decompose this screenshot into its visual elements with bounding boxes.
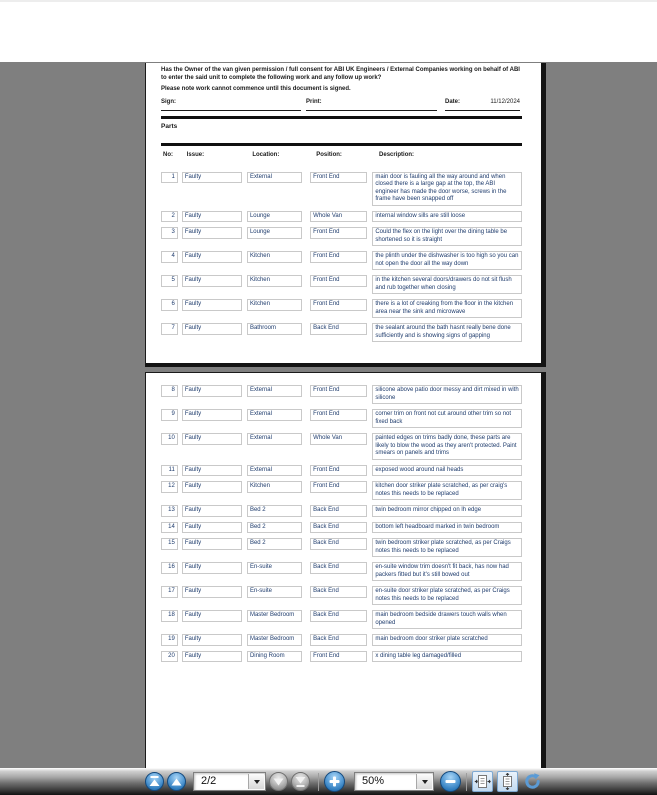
position-cell: Back End — [310, 323, 367, 335]
row-number-cell: 5 — [161, 275, 178, 287]
table-row — [161, 465, 522, 477]
fit-height-icon — [499, 773, 516, 790]
description-cell: silicone above patio door messy and dirt mixed in with silicone — [372, 385, 522, 404]
next-page-button[interactable] — [269, 772, 288, 791]
description-cell: painted edges on trims badly done, these parts are likely to blow the wood as they aren't protected. Paint smears on panels and trims — [372, 433, 522, 460]
position-cell: Front End — [310, 172, 367, 184]
issue-cell: Faulty — [182, 227, 242, 239]
position-cell: Front End — [310, 409, 367, 421]
location-cell: Bed 2 — [247, 505, 302, 517]
location-cell: Lounge — [247, 227, 302, 239]
location-cell: External — [247, 433, 302, 445]
row-number-cell: 15 — [161, 538, 178, 550]
zoom-in-icon — [328, 775, 341, 788]
table-row — [161, 634, 522, 646]
sign-line — [161, 99, 301, 111]
row-number-cell: 19 — [161, 634, 178, 646]
first-page-button[interactable] — [145, 772, 164, 791]
table-row — [161, 433, 522, 460]
row-number-cell: 7 — [161, 323, 178, 335]
table-row — [161, 562, 522, 581]
description-cell: internal window sills are still loose — [372, 211, 522, 223]
position-cell: Back End — [310, 634, 367, 646]
issue-cell: Faulty — [182, 562, 242, 574]
row-number-cell: 10 — [161, 433, 178, 445]
description-cell: twin bedroom mirror chipped on lh edge — [372, 505, 522, 517]
issue-cell: Faulty — [182, 299, 242, 311]
description-cell: bottom left headboard marked in twin bedroom — [372, 522, 522, 534]
previous-page-button[interactable] — [167, 772, 186, 791]
description-cell: main bedroom bedside drawers touch walls when opened — [372, 610, 522, 629]
table-row — [161, 522, 522, 534]
description-cell: the sealant around the bath hasnt really bene done sufficiently and is showing signs of gapping — [372, 323, 522, 342]
location-cell: Bed 2 — [247, 522, 302, 534]
column-header-position: Position: — [316, 152, 342, 158]
position-cell: Front End — [310, 227, 367, 239]
issue-cell: Faulty — [182, 505, 242, 517]
date-label: Date: — [445, 98, 461, 105]
fit-width-button[interactable] — [472, 771, 493, 792]
position-cell: Front End — [310, 481, 367, 493]
position-cell: Front End — [310, 275, 367, 287]
document-page-1 — [145, 63, 546, 367]
preview-toolbar — [0, 768, 657, 795]
column-header-no: No: — [163, 152, 173, 158]
issue-cell: Faulty — [182, 433, 242, 445]
table-row — [161, 538, 522, 557]
parts-section-title: Parts — [161, 122, 178, 130]
location-cell: Bathroom — [247, 323, 302, 335]
issue-cell: Faulty — [182, 385, 242, 397]
position-cell: Back End — [310, 522, 367, 534]
location-cell: En-suite — [247, 562, 302, 574]
position-cell: Back End — [310, 562, 367, 574]
description-cell: exposed wood around nail heads — [372, 465, 522, 477]
refresh-button[interactable] — [522, 771, 543, 792]
previous-page-icon — [170, 775, 183, 788]
location-cell: Kitchen — [247, 275, 302, 287]
location-cell: Lounge — [247, 211, 302, 223]
position-cell: Back End — [310, 505, 367, 517]
location-cell: Kitchen — [247, 481, 302, 493]
zoom-in-button[interactable] — [324, 771, 345, 792]
description-cell: kitchen door striker plate scratched, as per craig's notes this needs to be replaced — [372, 481, 522, 500]
issue-cell: Faulty — [182, 651, 242, 663]
section-divider — [161, 116, 522, 119]
column-header-description: Description: — [379, 152, 415, 158]
position-cell: Front End — [310, 299, 367, 311]
table-row — [161, 172, 522, 206]
table-row — [161, 227, 522, 246]
issue-cell: Faulty — [182, 634, 242, 646]
position-cell: Front End — [310, 385, 367, 397]
position-cell: Back End — [310, 586, 367, 598]
fit-width-icon — [474, 773, 491, 790]
row-number-cell: 14 — [161, 522, 178, 534]
issue-cell: Faulty — [182, 481, 242, 493]
print-line — [306, 99, 437, 111]
parts-rows-page-2 — [161, 385, 522, 662]
description-cell: in the kitchen several doors/drawers do not sit flush and rub together when closing — [372, 275, 522, 294]
refresh-icon — [522, 771, 543, 792]
description-cell: the plinth under the dishwasher is too high so you can not open the door all the way down — [372, 251, 522, 270]
description-cell: Could the flex on the light over the dining table be shortened so it is straight — [372, 227, 522, 246]
description-cell: x dining table leg damaged/filled — [372, 651, 522, 663]
sign-label: Sign: — [161, 98, 176, 105]
location-cell: Kitchen — [247, 251, 302, 263]
toolbar-separator — [466, 773, 467, 791]
issue-cell: Faulty — [182, 522, 242, 534]
position-cell: Front End — [310, 465, 367, 477]
column-header-location: Location: — [252, 152, 280, 158]
document-preview-area[interactable] — [0, 62, 657, 768]
position-cell: Back End — [310, 610, 367, 622]
location-cell: External — [247, 172, 302, 184]
page-indicator-value: 2/2 — [201, 775, 217, 787]
description-cell: main door is fauling all the way around and when closed there is a large gap at the top, the ABI engineer has made the door worse, screws in the frame have been snapped off — [372, 172, 522, 206]
column-header-issue: Issue: — [186, 152, 205, 158]
row-number-cell: 13 — [161, 505, 178, 517]
table-row — [161, 409, 522, 428]
location-cell: External — [247, 409, 302, 421]
row-number-cell: 8 — [161, 385, 178, 397]
position-cell: Whole Van — [310, 211, 367, 223]
signature-note: Please note work cannot commence until this document is signed. — [161, 86, 351, 92]
description-cell: main bedroom door striker plate scratched — [372, 634, 522, 646]
issue-cell: Faulty — [182, 251, 242, 263]
parts-rows-page-1 — [161, 172, 522, 343]
zoom-out-button[interactable] — [440, 771, 461, 792]
chevron-down-icon[interactable] — [416, 774, 432, 789]
row-number-cell: 12 — [161, 481, 178, 493]
position-cell: Whole Van — [310, 433, 367, 445]
issue-cell: Faulty — [182, 211, 242, 223]
row-number-cell: 3 — [161, 227, 178, 239]
description-cell: en-suite door striker plate scratched, as per Craigs notes this needs to be replaced — [372, 586, 522, 605]
chevron-down-icon[interactable] — [248, 774, 264, 789]
description-cell: en-suite window trim doesn't fit back, has now had packers fitted but it's still bowed out — [372, 562, 522, 581]
location-cell: External — [247, 465, 302, 477]
date-line — [445, 99, 520, 111]
row-number-cell: 11 — [161, 465, 178, 477]
issue-cell: Faulty — [182, 275, 242, 287]
table-row — [161, 610, 522, 629]
fit-height-button[interactable] — [497, 771, 518, 792]
table-row — [161, 323, 522, 342]
location-cell: Master Bedroom — [247, 610, 302, 622]
position-cell: Back End — [310, 538, 367, 550]
row-number-cell: 20 — [161, 651, 178, 663]
zoom-out-icon — [444, 775, 457, 788]
next-page-icon — [272, 775, 285, 788]
row-number-cell: 6 — [161, 299, 178, 311]
table-row — [161, 651, 522, 663]
row-number-cell: 9 — [161, 409, 178, 421]
table-row — [161, 299, 522, 318]
section-divider — [161, 143, 522, 146]
issue-cell: Faulty — [182, 465, 242, 477]
row-number-cell: 4 — [161, 251, 178, 263]
last-page-icon — [294, 775, 307, 788]
position-cell: Front End — [310, 651, 367, 663]
description-cell: corner trim on front not cut around other trim so not fixed back — [372, 409, 522, 428]
zoom-level-value: 50% — [362, 775, 385, 787]
consent-text: Has the Owner of the van given permission / full consent for ABI UK Engineers / External Companies working on behalf of ABI to enter the said unit to complete the following work and any follow up work? — [161, 67, 520, 81]
table-row — [161, 586, 522, 605]
position-cell: Front End — [310, 251, 367, 263]
toolbar-separator — [318, 773, 319, 791]
document-page-2 — [145, 372, 546, 768]
location-cell: Bed 2 — [247, 538, 302, 550]
description-cell: twin bedroom striker plate scratched, as per Craigs notes this needs to be replaced — [372, 538, 522, 557]
table-row — [161, 251, 522, 270]
location-cell: Dining Room — [247, 651, 302, 663]
issue-cell: Faulty — [182, 586, 242, 598]
table-row — [161, 385, 522, 404]
issue-cell: Faulty — [182, 538, 242, 550]
signature-row — [161, 99, 522, 111]
issue-cell: Faulty — [182, 172, 242, 184]
page-indicator-dropdown[interactable] — [193, 772, 266, 791]
table-row — [161, 275, 522, 294]
location-cell: Kitchen — [247, 299, 302, 311]
description-cell: there is a lot of creaking from the floor in the kitchen area near the sink and microwave — [372, 299, 522, 318]
table-row — [161, 505, 522, 517]
print-label: Print: — [306, 98, 322, 105]
row-number-cell: 17 — [161, 586, 178, 598]
issue-cell: Faulty — [182, 409, 242, 421]
location-cell: Master Bedroom — [247, 634, 302, 646]
issue-cell: Faulty — [182, 323, 242, 335]
row-number-cell: 18 — [161, 610, 178, 622]
row-number-cell: 16 — [161, 562, 178, 574]
issue-cell: Faulty — [182, 610, 242, 622]
last-page-button[interactable] — [291, 772, 310, 791]
row-number-cell: 1 — [161, 172, 178, 184]
table-header-row — [161, 152, 522, 160]
location-cell: En-suite — [247, 586, 302, 598]
table-row — [161, 211, 522, 223]
top-white-band — [0, 0, 657, 64]
location-cell: External — [247, 385, 302, 397]
first-page-icon — [148, 775, 161, 788]
date-value: 11/12/2024 — [490, 98, 520, 105]
zoom-level-dropdown[interactable] — [354, 772, 434, 791]
table-row — [161, 481, 522, 500]
row-number-cell: 2 — [161, 211, 178, 223]
